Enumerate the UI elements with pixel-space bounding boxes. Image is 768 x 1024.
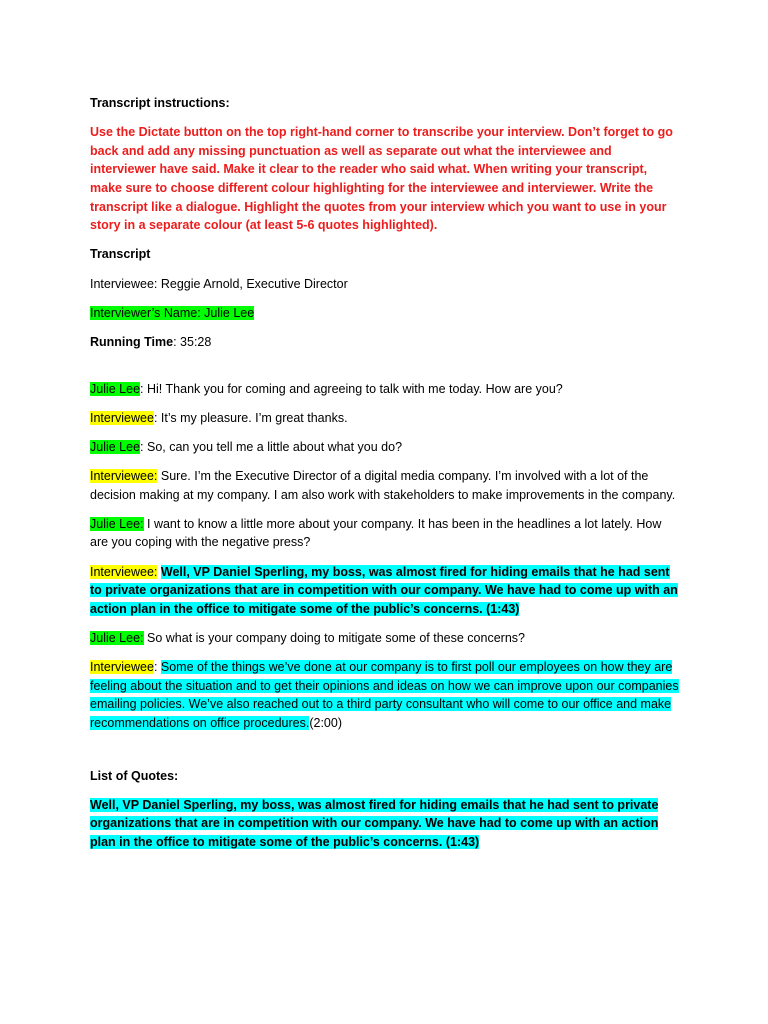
dialogue-text: So, can you tell me a little about what you do?	[147, 439, 403, 454]
speaker-separator: :	[140, 381, 147, 396]
speaker-interviewer: Julie Lee:	[90, 516, 144, 531]
dialogue-line	[90, 467, 680, 504]
dialogue-text: Hi! Thank you for coming and agreeing to talk with me today. How are you?	[147, 381, 563, 396]
interviewer-info	[90, 304, 680, 323]
speaker-interviewee: Interviewee:	[90, 469, 158, 484]
speaker-separator: :	[153, 660, 161, 675]
speaker-interviewee: Interviewee	[90, 660, 154, 675]
dialogue-text: I want to know a little more about your company. It has been in the headlines a lot lately. How are you coping with the negative press?	[90, 516, 662, 550]
highlighted-quote: Some of the things we’ve done at our company is to first poll our employees on how they are feeling about the situation and to get their opinions and ideas on how we can improve upon our companies emailing policies. We’ve also reached out to a third party consultant who will come to our office and make recommendations on office procedures.	[90, 660, 679, 730]
speaker-interviewer: Julie Lee:	[90, 631, 144, 645]
dialogue-line	[90, 629, 680, 648]
speaker-separator: :	[140, 439, 147, 454]
quote-list-text: Well, VP Daniel Sperling, my boss, was almost fired for hiding emails that he had sent to private organizations that are in competition with our company. We have had to come up with an action plan in the office to mitigate some of the public’s concerns. (1:43)	[90, 797, 659, 849]
instructions-heading: Transcript instructions:	[90, 96, 230, 110]
dialogue-line	[90, 658, 680, 732]
dialogue-line	[90, 563, 680, 619]
highlighted-quote: Well, VP Daniel Sperling, my boss, was almost fired for hiding emails that he had sent to private organizations that are in competition with our company. We have had to come up with an action plan in the office to mitigate some of the public’s concerns. (1:43)	[90, 564, 678, 616]
timestamp: (2:00)	[309, 715, 342, 730]
speaker-interviewer: Julie Lee	[90, 439, 141, 454]
speaker-separator: :	[153, 410, 161, 425]
dialogue-line	[90, 380, 680, 399]
document-page	[90, 94, 680, 862]
running-time-value: : 35:28	[173, 334, 212, 349]
dialogue-line	[90, 438, 680, 457]
interviewer-name-highlight: Interviewer’s Name: Julie Lee	[90, 305, 255, 320]
transcript-heading: Transcript	[90, 247, 151, 262]
speaker-interviewee: Interviewee:	[90, 564, 158, 579]
dialogue-text: It’s my pleasure. I’m great thanks.	[160, 410, 348, 425]
dialogue-line	[90, 515, 680, 552]
running-time-label: Running Time	[90, 334, 174, 349]
speaker-interviewer: Julie Lee	[90, 381, 141, 396]
dialogue-text: So what is your company doing to mitigate some of these concerns?	[147, 631, 525, 645]
speaker-interviewee: Interviewee	[90, 410, 154, 425]
dialogue-line	[90, 409, 680, 428]
instructions-body: Use the Dictate button on the top right-hand corner to transcribe your interview. Don’t forget to go back and add any missing punctuation as well as separate out what the interviewee and interviewer have said. Make it clear to the reader who said what. When writing your transcript, make sure to choose different colour highlighting for the interviewee and interviewer. Write the transcript like a dialogue. Highlight the quotes from your interview which you want to use in your story in a separate colour (at least 5-6 quotes highlighted).	[90, 125, 673, 233]
quote-list-item	[90, 796, 680, 852]
dialogue-text: Sure. I’m the Executive Director of a digital media company. I’m involved with a lot of the decision making at my company. I am also work with stakeholders to make improvements in the company.	[90, 469, 676, 502]
quotes-heading: List of Quotes:	[90, 768, 179, 783]
interviewee-info: Interviewee: Reggie Arnold, Executive Director	[90, 276, 348, 291]
running-time	[90, 333, 680, 352]
